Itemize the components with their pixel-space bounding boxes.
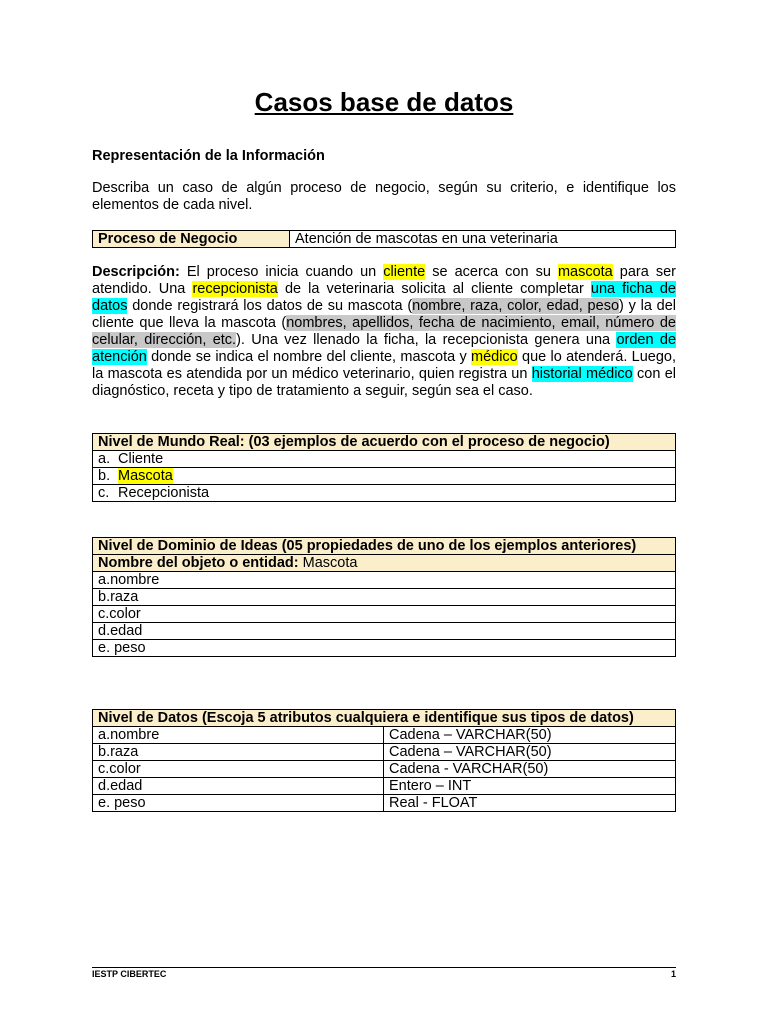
table-row [93, 468, 676, 485]
section-subtitle: Representación de la Información [92, 148, 325, 164]
list-item: d.edad [93, 623, 676, 640]
table-row [93, 761, 676, 778]
entity-label: Nombre del objeto o entidad: [98, 555, 299, 571]
table-row [93, 744, 676, 761]
table-row [93, 606, 676, 623]
list-item: a.nombre [93, 572, 676, 589]
highlight-cliente-datos: nombres, apellidos, fecha de nacimiento, email, número de celular, dirección, etc. [92, 315, 676, 348]
desc-text: se acerca con su [425, 264, 558, 280]
table-row [93, 795, 676, 812]
list-item: Mascota [118, 468, 173, 484]
dominio-header: Nivel de Dominio de Ideas (05 propiedades de uno de los ejemplos anteriores) [93, 538, 676, 555]
attr-cell: e. peso [93, 795, 384, 812]
table-row [93, 572, 676, 589]
table-row [93, 623, 676, 640]
instruction-paragraph: Describa un caso de algún proceso de negocio, según su criterio, e identifique los elementos de cada nivel. [92, 180, 676, 213]
highlight-historial: historial médico [531, 366, 633, 382]
list-letter: c. [98, 485, 110, 501]
desc-text: donde registrará los datos de su mascota ( [127, 298, 413, 314]
desc-text: El proceso inicia cuando un [179, 264, 384, 280]
type-cell: Cadena – VARCHAR(50) [384, 744, 676, 761]
desc-text: ) y la del cliente que lleva la mascota ( [92, 298, 676, 331]
page-number: 1 [670, 969, 676, 979]
table-row [93, 589, 676, 606]
type-cell: Real - FLOAT [384, 795, 676, 812]
type-cell: Cadena - VARCHAR(50) [384, 761, 676, 778]
highlight-mascota: mascota [557, 264, 613, 280]
table-row [93, 778, 676, 795]
footer-institution: IESTP CIBERTEC [92, 969, 167, 979]
type-cell: Cadena – VARCHAR(50) [384, 727, 676, 744]
datos-table [92, 709, 676, 812]
desc-text: para ser atendido. Una [92, 264, 676, 297]
mundo-real-table [92, 433, 676, 502]
desc-text: con el diagnóstico, receta y tipo de tratamiento a seguir, según sea el caso. [92, 366, 676, 399]
desc-text: de la veterinaria solicita al cliente completar [277, 281, 591, 297]
footer-divider [92, 967, 676, 968]
list-letter: b. [98, 468, 111, 484]
desc-text: ). Una vez llenado la ficha, la recepcionista genera una [236, 332, 617, 348]
highlight-recepcionista: recepcionista [192, 281, 278, 297]
list-item: c.color [93, 606, 676, 623]
page-title: Casos base de datos [254, 87, 514, 117]
list-item: b.raza [93, 589, 676, 606]
highlight-mascota-datos: nombre, raza, color, edad, peso [412, 298, 620, 314]
attr-cell: b.raza [93, 744, 384, 761]
proceso-table [92, 230, 676, 248]
mundo-real-header: Nivel de Mundo Real: (03 ejemplos de acuerdo con el proceso de negocio) [93, 434, 676, 451]
proceso-label: Proceso de Negocio [93, 231, 290, 248]
table-row [93, 640, 676, 657]
table-row [93, 727, 676, 744]
highlight-orden: orden de atención [92, 332, 677, 365]
attr-cell: d.edad [93, 778, 384, 795]
attr-cell: c.color [93, 761, 384, 778]
highlight-medico: médico [471, 349, 518, 365]
dominio-table [92, 537, 676, 657]
table-row [93, 451, 676, 468]
descripcion-paragraph [92, 264, 676, 400]
list-item: Recepcionista [118, 485, 210, 501]
highlight-ficha: una ficha de datos [92, 281, 676, 314]
proceso-value: Atención de mascotas en una veterinaria [290, 231, 676, 248]
attr-cell: a.nombre [93, 727, 384, 744]
datos-header: Nivel de Datos (Escoja 5 atributos cualquiera e identifique sus tipos de datos) [93, 710, 676, 727]
descripcion-label: Descripción: [92, 264, 180, 280]
list-item: e. peso [93, 640, 676, 657]
list-letter: a. [98, 451, 111, 467]
desc-text: donde se indica el nombre del cliente, mascota y [146, 349, 471, 365]
list-item: Cliente [118, 451, 164, 467]
entity-value: Mascota [298, 555, 358, 571]
table-row [93, 485, 676, 502]
type-cell: Entero – INT [384, 778, 676, 795]
desc-text: que lo atenderá. Luego, la mascota es atendida por un médico veterinario, quien registra un [92, 349, 676, 382]
highlight-cliente: cliente [383, 264, 426, 280]
